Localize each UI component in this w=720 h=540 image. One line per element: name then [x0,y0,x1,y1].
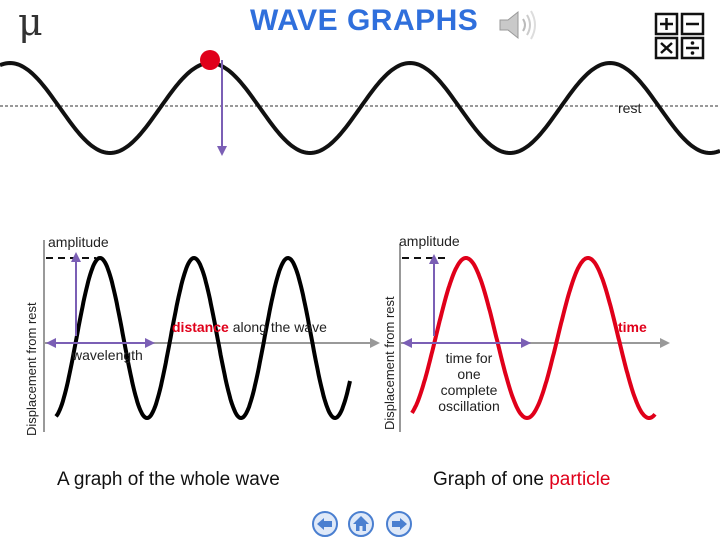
page-title: WAVE GRAPHS [250,4,479,37]
particle-highlight: particle [549,469,611,490]
period-label [424,350,514,414]
arrow-left-icon[interactable] [310,510,340,538]
math-operations-icon[interactable] [654,12,706,60]
left-x-axis-arrowhead [370,338,380,348]
home-icon[interactable] [345,510,377,538]
top-wave [0,63,720,153]
particle-marker [200,50,220,70]
right-caption [433,469,610,491]
left-x-axis-label [172,319,327,335]
x-axis-label-rest: along the wave [232,319,327,335]
left-y-axis-label: Displacement from rest [24,302,39,436]
mu-logo: μ [18,0,43,44]
period-label-line: time for [445,350,493,366]
displacement-arrowhead [217,146,227,156]
right-y-axis-label: Displacement from rest [382,296,397,430]
right-caption-prefix: Graph of one [433,469,550,490]
period-label-line: oscillation [438,398,500,414]
right-amplitude-label: amplitude [399,233,460,249]
distance-highlight: distance [172,319,229,335]
wavelength-label: wavelength [72,347,143,363]
time-axis-label: time [618,319,647,335]
period-arrowhead-left [402,338,412,348]
left-caption: A graph of the whole wave [57,469,280,490]
arrow-right-icon[interactable] [384,510,414,538]
period-label-line: one [457,366,481,382]
rest-label: rest [618,100,642,116]
wavelength-arrowhead-left [46,338,56,348]
left-amplitude-label: amplitude [48,234,109,250]
speaker-icon[interactable] [496,8,540,42]
period-arrowhead-right [521,338,531,348]
period-label-line: complete [440,382,498,398]
right-x-axis-arrowhead [660,338,670,348]
wavelength-arrowhead-right [145,338,155,348]
left-wave [56,258,350,418]
